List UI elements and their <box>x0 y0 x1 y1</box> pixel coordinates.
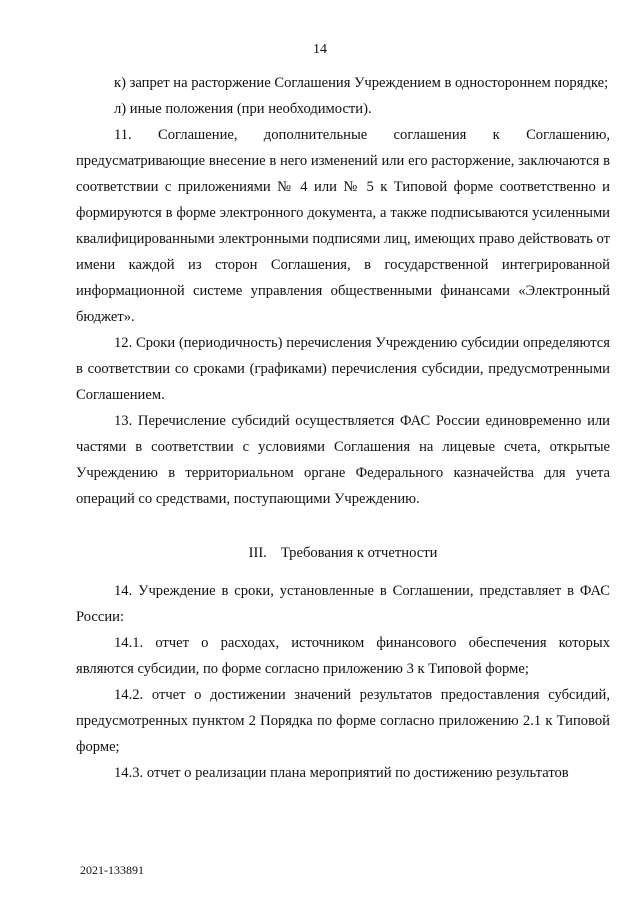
section-number: III. <box>248 545 267 561</box>
page-number: 14 <box>313 42 327 57</box>
section-heading <box>76 540 610 566</box>
paragraph-11: 11. Соглашение, дополнительные соглашения к Соглашению, предусматривающие внесение в него изменений или его расторжение, заключаются в соответствии с приложениями № 4 или № 5 к Типовой форме соответственно и формируются в форме электронного документа, а также подписываются усиленными квалифицированными электронными подписями лиц, имеющих право действовать от имени каждой из сторон Соглашения, в государственной интегрированной информационной системе управления общественными финансами «Электронный бюджет». <box>76 127 610 325</box>
document-id: 2021-133891 <box>80 863 144 877</box>
paragraph-k: к) запрет на расторжение Соглашения Учреждением в одностороннем порядке; <box>114 75 609 91</box>
paragraph-13: 13. Перечисление субсидий осуществляется ФАС России единовременно или частями в соответствии с условиями Соглашения на лицевые счета, открытые Учреждению в территориальном органе Федерального казначейства для учета операций со средствами, поступающими Учреждению. <box>76 413 610 507</box>
paragraph-14-3: 14.3. отчет о реализации плана мероприятий по достижению результатов <box>114 765 569 781</box>
section-title: Требования к отчетности <box>280 545 438 561</box>
paragraph-l: л) иные положения (при необходимости). <box>114 101 372 117</box>
paragraph-14-2: 14.2. отчет о достижении значений результатов предоставления субсидий, предусмотренных пунктом 2 Порядка по форме согласно приложению 2.1 к Типовой форме; <box>76 687 610 755</box>
paragraph-14: 14. Учреждение в сроки, установленные в Соглашении, представляет в ФАС России: <box>76 583 610 625</box>
document-body <box>76 70 610 786</box>
paragraph-12: 12. Сроки (периодичность) перечисления Учреждению субсидии определяются в соответствии со сроками (графиками) перечисления субсидии, предусмотренными Соглашением. <box>76 335 610 403</box>
paragraph-14-1: 14.1. отчет о расходах, источником финансового обеспечения которых являются субсидии, по форме согласно приложению 3 к Типовой форме; <box>76 635 610 677</box>
